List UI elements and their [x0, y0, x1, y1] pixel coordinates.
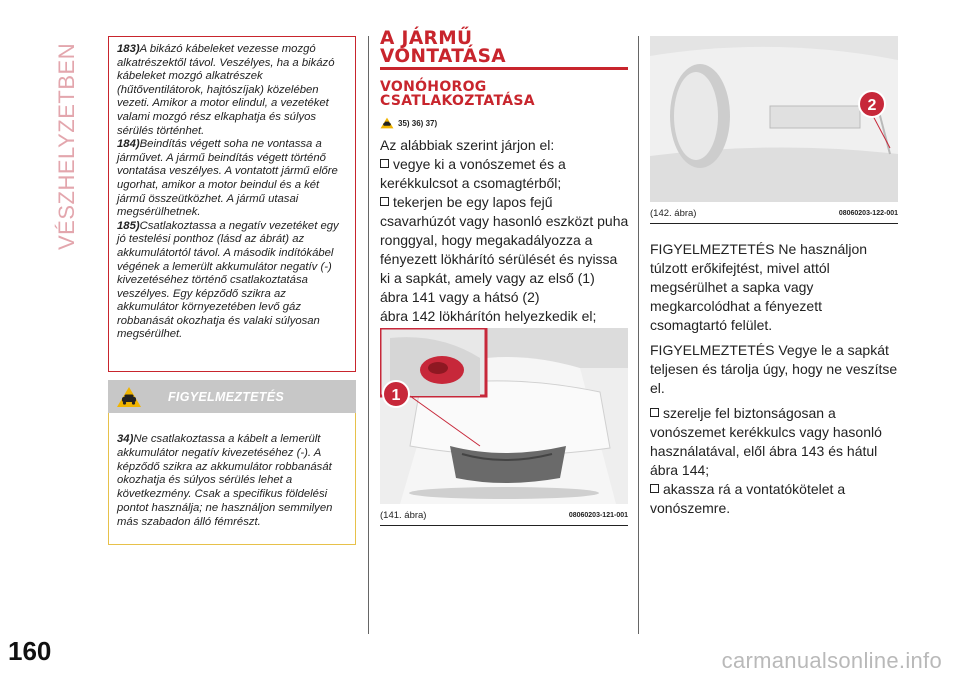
- callout-1: 1: [391, 387, 401, 404]
- instructions-text-continued: [650, 240, 898, 518]
- checkbox-bullet-icon: [380, 159, 389, 168]
- caution-paragraph: FIGYELMEZTETÉS Vegye le a sapkát teljesen és tárolja úgy, hogy ne veszítse el.: [650, 342, 898, 396]
- list-item: vegye ki a vonószemet és a kerékkulcsot a csomagtérből;: [380, 156, 566, 191]
- warning-183: 183)A bikázó kábeleket vezesse mozgó alkatrészektől távol. Veszélyes, ha a bikázó kábeleket mozgó alkatrészek (hűtőventilátorok, hajtószíjak) közelében vezeti. Amikor a motor elindul, a vezetéket valami mozgó rész elkaphatja és súlyos sérülés történhet.: [117, 43, 335, 137]
- checkbox-bullet-icon: [650, 408, 659, 417]
- checkbox-bullet-icon: [380, 197, 389, 206]
- figure-141-caption: (141. ábra) 08060203-121-001: [380, 510, 628, 521]
- note-heading: FIGYELMEZTETÉS: [168, 389, 285, 404]
- caution-paragraph: FIGYELMEZTETÉS Ne használjon túlzott erőkifejtést, mivel attól megsérülhet a sapka vagy megkarcolódhat a fényezett csomagtartó felület.: [650, 241, 868, 333]
- list-item: szerelje fel biztonságosan a vonószemet kerékkulcs vagy hasonló használatával, elől ábra 143 és hátul ábra 144;: [650, 405, 882, 478]
- warning-184: 184)Beindítás végett soha ne vontassa a járművet. A jármű beindítás végett történő vontatása veszélyes. A vontatott jármű előre ugorhat, amikor a motor beindul és a két jármű összeütközhet. A jármű utasai megsérülhetnek.: [117, 138, 338, 219]
- checkbox-bullet-icon: [650, 484, 659, 493]
- note-box: [108, 413, 356, 545]
- column-divider: [638, 36, 639, 634]
- main-title: A JÁRMŰ VONTATÁSA: [380, 28, 507, 67]
- sub-title: VONÓHOROG CSATLAKOZTATÁSA: [380, 79, 535, 109]
- instructions-text: Az alábbiak szerint járjon el: vegye ki a vonószemet és a kerékkulcsot a csomagtérből; tekerjen be egy lapos fejű csavarhúzót vagy hasonló eszközt puha ronggyal, hogy megakadályozza a fényezett lökhárító sérülését és nyissa ki a sapkát, amely vagy az első (1) ábra 141 vagy a hátsó (2) ábra 142 lökhárítón helyezkedik el;: [380, 137, 629, 324]
- figure-142: [650, 36, 898, 224]
- rear-bumper-photo: [650, 36, 898, 202]
- note-number: 34): [117, 433, 134, 445]
- warning-references: 35) 36) 37): [380, 114, 437, 132]
- figure-142-caption: (142. ábra) 08060203-122-001: [650, 208, 898, 219]
- warning-box: [108, 36, 356, 372]
- list-item: akassza rá a vontatókötelet a vonószemre.: [650, 481, 846, 516]
- note-text: Ne csatlakoztassa a kábelt a lemerült akkumulátor negatív kivezetéséhez (-). A képződő szikra az akkumulátor robbanását okozhatja és súlyos sérülés lehet a következmény. Csak a specifikus földelési pontot használja; ne használjon semmilyen más szabadon álló fémrészt.: [117, 433, 333, 528]
- car-attention-icon: [116, 386, 142, 408]
- front-bumper-photo: [380, 328, 628, 504]
- column-divider: [368, 36, 369, 634]
- figure-141: [380, 328, 628, 526]
- watermark: carmanualsonline.info: [721, 648, 942, 673]
- warning-185: 185)Csatlakoztassa a negatív vezetéket egy jó testelési ponthoz (lásd az ábrát) az akkumulátortól távol. A második indítókábel végének a lemerült akkumulátor negatív (-) kivezetéséhez történő csatlakoztatása veszélyes. Egy képződő szikra az akkumulátor környezetében levő gáz robbanását okozhatja és valaki súlyosan megsérülhet.: [117, 219, 339, 341]
- title-underline: [380, 67, 628, 70]
- page-number: 160: [8, 636, 52, 666]
- car-attention-icon: [380, 117, 394, 129]
- note-heading-bar: [108, 380, 356, 413]
- list-item: tekerjen be egy lapos fejű csavarhúzót vagy hasonló eszközt puha ronggyal, hogy megakadályozza a fényezett lökhárító sérülését és nyissa ki a sapkát, amely vagy az első (1): [380, 194, 629, 286]
- callout-2: 2: [867, 97, 877, 114]
- section-side-title: VÉSZHELYZETBEN: [54, 42, 79, 250]
